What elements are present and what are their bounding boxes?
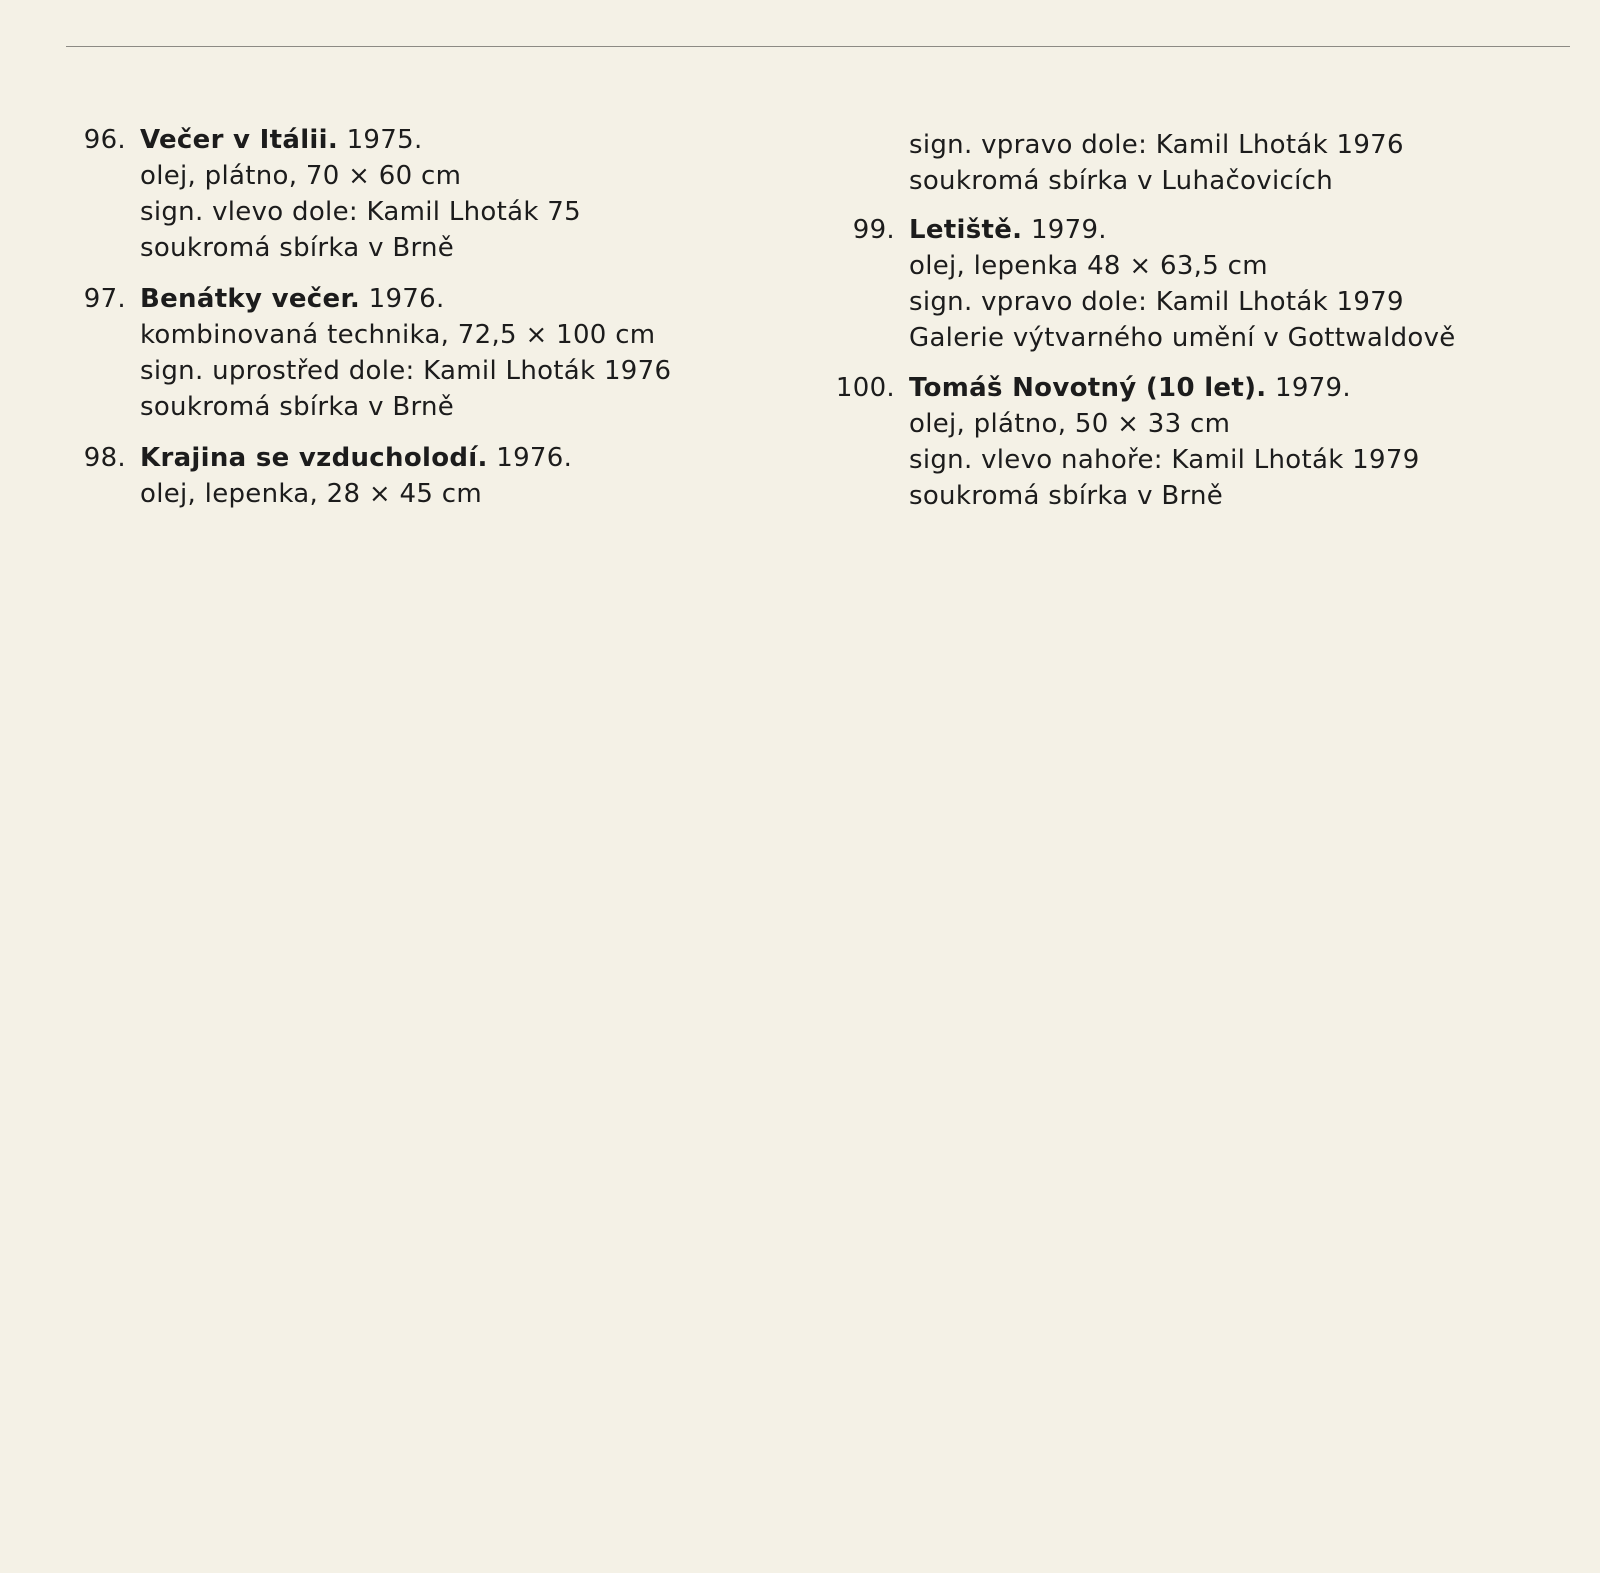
entry-signature: sign. uprostřed dole: Kamil Lhoták 1976 xyxy=(140,356,672,386)
entry-year: 1976. xyxy=(496,443,573,473)
entry-medium: olej, plátno, 70 × 60 cm xyxy=(140,161,462,191)
entry-title-line xyxy=(140,281,671,317)
entry-medium: kombinovaná technika, 72,5 × 100 cm xyxy=(140,320,656,350)
entry-signature: sign. vpravo dole: Kamil Lhoták 1979 xyxy=(909,287,1404,317)
entry-year: 1979. xyxy=(1275,373,1351,403)
entry-signature: sign. vpravo dole: Kamil Lhoták 1976 xyxy=(909,130,1404,160)
catalog-entry-98-continued xyxy=(909,127,1404,199)
entry-collection: soukromá sbírka v Brně xyxy=(909,481,1224,511)
catalog-entry-100 xyxy=(835,370,1420,514)
entry-medium: olej, plátno, 50 × 33 cm xyxy=(909,409,1231,439)
entry-number: 96. xyxy=(83,125,126,155)
entry-collection: soukromá sbírka v Brně xyxy=(140,233,455,263)
entry-title: Tomáš Novotný (10 let). xyxy=(909,373,1267,403)
entry-year: 1979. xyxy=(1030,215,1107,245)
entry-medium: olej, lepenka 48 × 63,5 cm xyxy=(909,251,1268,281)
entry-collection: soukromá sbírka v Luhačovicích xyxy=(909,166,1333,196)
entry-signature: sign. vlevo dole: Kamil Lhoták 75 xyxy=(140,197,581,227)
entry-title-line xyxy=(909,212,1456,248)
entry-title-line xyxy=(140,440,572,476)
catalog-entry-99 xyxy=(852,212,1456,356)
entry-number: 100. xyxy=(835,373,895,403)
top-rule xyxy=(66,46,1570,47)
catalog-entry-96 xyxy=(83,122,581,266)
entry-title-line xyxy=(140,122,581,158)
entry-signature: sign. vlevo nahoře: Kamil Lhoták 1979 xyxy=(909,445,1420,475)
entry-title: Večer v Itálii. xyxy=(140,125,339,155)
entry-number: 99. xyxy=(852,215,895,245)
catalog-entry-98 xyxy=(83,440,573,512)
entry-title-line xyxy=(909,370,1420,406)
entry-medium: olej, lepenka, 28 × 45 cm xyxy=(140,479,483,509)
catalog-entry-97 xyxy=(83,281,672,425)
entry-number: 98. xyxy=(83,443,126,473)
entry-title: Letiště. xyxy=(909,215,1023,245)
entry-year: 1975. xyxy=(346,125,423,155)
entry-number: 97. xyxy=(83,284,126,314)
entry-collection: soukromá sbírka v Brně xyxy=(140,392,455,422)
entry-collection: Galerie výtvarného umění v Gottwaldově xyxy=(909,323,1456,353)
entry-title: Krajina se vzducholodí. xyxy=(140,443,488,473)
entry-title: Benátky večer. xyxy=(140,284,361,314)
entry-year: 1976. xyxy=(368,284,445,314)
